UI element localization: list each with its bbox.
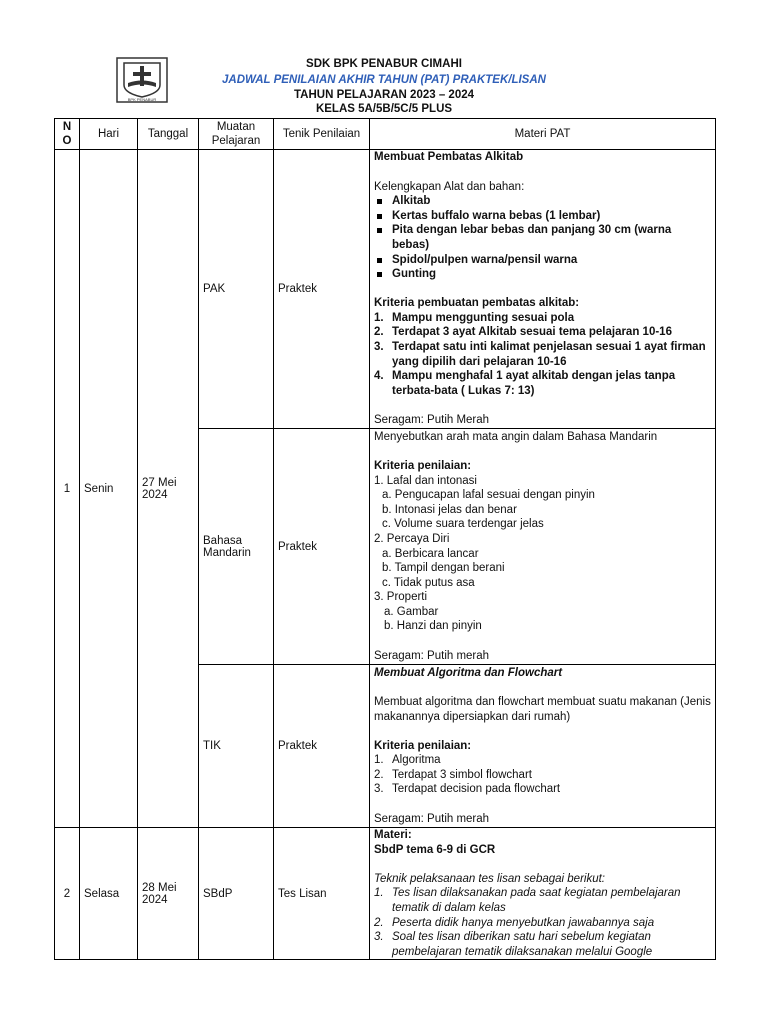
group-label: 3. Properti: [374, 591, 428, 604]
list-item: a. Berbicara lancar: [382, 547, 479, 560]
row-tanggal: 27 Mei 2024: [138, 150, 199, 828]
materi-pak: [370, 150, 716, 429]
col-tanggal: Tanggal: [138, 119, 199, 150]
row-teknik: Praktek: [274, 665, 370, 828]
uniform-note: Seragam: Putih merah: [374, 812, 490, 825]
list-item: 4. Mampu menghafal 1 ayat alkitab dengan jelas tanpa terbata-bata ( Lukas 7: 13): [374, 370, 676, 397]
materi-subheading: SbdP tema 6-9 di GCR: [374, 843, 496, 856]
list-item: b. Intonasi jelas dan benar: [382, 503, 517, 516]
list-item: 1. Algoritma: [374, 754, 441, 767]
list-item: c. Tidak putus asa: [382, 576, 475, 589]
table-header-row: [55, 119, 716, 150]
list-item: 2. Terdapat 3 simbol flowchart: [374, 768, 532, 781]
row-no: 2: [55, 828, 80, 960]
row-teknik: Praktek: [274, 150, 370, 429]
row-muatan: PAK: [199, 150, 274, 429]
group-label: 2. Percaya Diri: [374, 532, 450, 545]
criteria-heading: Kriteria penilaian:: [374, 459, 472, 472]
list-item: a. Gambar: [384, 605, 439, 618]
list-item: 3. Terdapat decision pada flowchart: [374, 783, 561, 796]
school-year: TAHUN PELAJARAN 2023 – 2024: [293, 89, 475, 101]
list-item: Pita dengan lebar bebas dan panjang 30 cm (warna bebas): [374, 223, 711, 252]
uniform-note: Seragam: Putih merah: [374, 649, 490, 662]
col-no: N O: [55, 119, 80, 150]
materi-title: Membuat Pembatas Alkitab: [374, 151, 524, 164]
uniform-note: Seragam: Putih Merah: [374, 414, 490, 427]
row-teknik: Tes Lisan: [274, 828, 370, 960]
row-muatan: Bahasa Mandarin: [199, 429, 274, 665]
col-hari: Hari: [80, 119, 138, 150]
list-item: 1. Tes lisan dilaksanakan pada saat kegiatan pembelajaran tematik di dalam kelas: [374, 887, 681, 914]
list-item: 2. Peserta didik hanya menyebutkan jawabannya saja: [374, 916, 655, 929]
criteria-heading: Kriteria penilaian:: [374, 739, 472, 752]
row-teknik: Praktek: [274, 429, 370, 665]
list-item: Alkitab: [374, 194, 711, 209]
tools-heading: Kelengkapan Alat dan bahan:: [374, 180, 525, 193]
criteria-heading: Kriteria pembuatan pembatas alkitab:: [374, 297, 580, 310]
row-hari: Selasa: [80, 828, 138, 960]
list-item: c. Volume suara terdengar jelas: [382, 518, 544, 531]
class-list: KELAS 5A/5B/5C/5 PLUS: [315, 103, 453, 115]
list-item: 2. Terdapat 3 ayat Alkitab sesuai tema pelajaran 10-16: [374, 326, 672, 339]
list-item: 1. Mampu menggunting sesuai pola: [374, 311, 575, 324]
group-label: 1. Lafal dan intonasi: [374, 474, 477, 487]
list-item: Kertas buffalo warna bebas (1 lembar): [374, 209, 711, 224]
document-title: JADWAL PENILAIAN AKHIR TAHUN (PAT) PRAKTEK/LISAN: [222, 74, 546, 86]
schedule-table: [54, 118, 716, 960]
logo-text: BPK PENABUR: [127, 97, 157, 102]
materi-intro: Membuat algoritma dan flowchart membuat suatu makanan (Jenis makanannya dipersiapkan dari rumah): [374, 695, 711, 723]
row-hari: Senin: [80, 150, 138, 828]
table-row: [55, 150, 716, 429]
row-no: 1: [55, 150, 80, 828]
row-muatan: TIK: [199, 665, 274, 828]
materi-tik: [370, 665, 716, 828]
list-item: a. Pengucapan lafal sesuai dengan pinyin: [382, 489, 595, 502]
col-materi: Materi PAT: [370, 119, 716, 150]
col-teknik: Tenik Penilaian: [274, 119, 370, 150]
list-item: b. Tampil dengan berani: [382, 562, 505, 575]
materi-title: Membuat Algoritma dan Flowchart: [374, 666, 563, 679]
col-muatan: Muatan Pelajaran: [199, 119, 274, 150]
materi-intro: Menyebutkan arah mata angin dalam Bahasa Mandarin: [374, 430, 658, 443]
materi-sbdp: [370, 828, 716, 960]
table-row: [55, 828, 716, 960]
list-item: 3. Soal tes lisan diberikan satu hari sebelum kegiatan pembelajaran tematik dilaksanakan melalui Google: [374, 931, 653, 958]
school-name: SDK BPK PENABUR CIMAHI: [306, 58, 462, 70]
row-tanggal: 28 Mei 2024: [138, 828, 199, 960]
list-item: b. Hanzi dan pinyin: [384, 620, 482, 633]
materi-mandarin: [370, 429, 716, 665]
list-item: Spidol/pulpen warna/pensil warna: [374, 253, 711, 268]
materi-heading: Materi:: [374, 829, 412, 841]
list-item: Gunting: [374, 267, 711, 282]
list-item: 3. Terdapat satu inti kalimat penjelasan sesuai 1 ayat firman yang dipilih dari pelajaran 10-16: [374, 341, 706, 368]
technique-heading: Teknik pelaksanaan tes lisan sebagai berikut:: [374, 872, 605, 885]
row-muatan: SBdP: [199, 828, 274, 960]
